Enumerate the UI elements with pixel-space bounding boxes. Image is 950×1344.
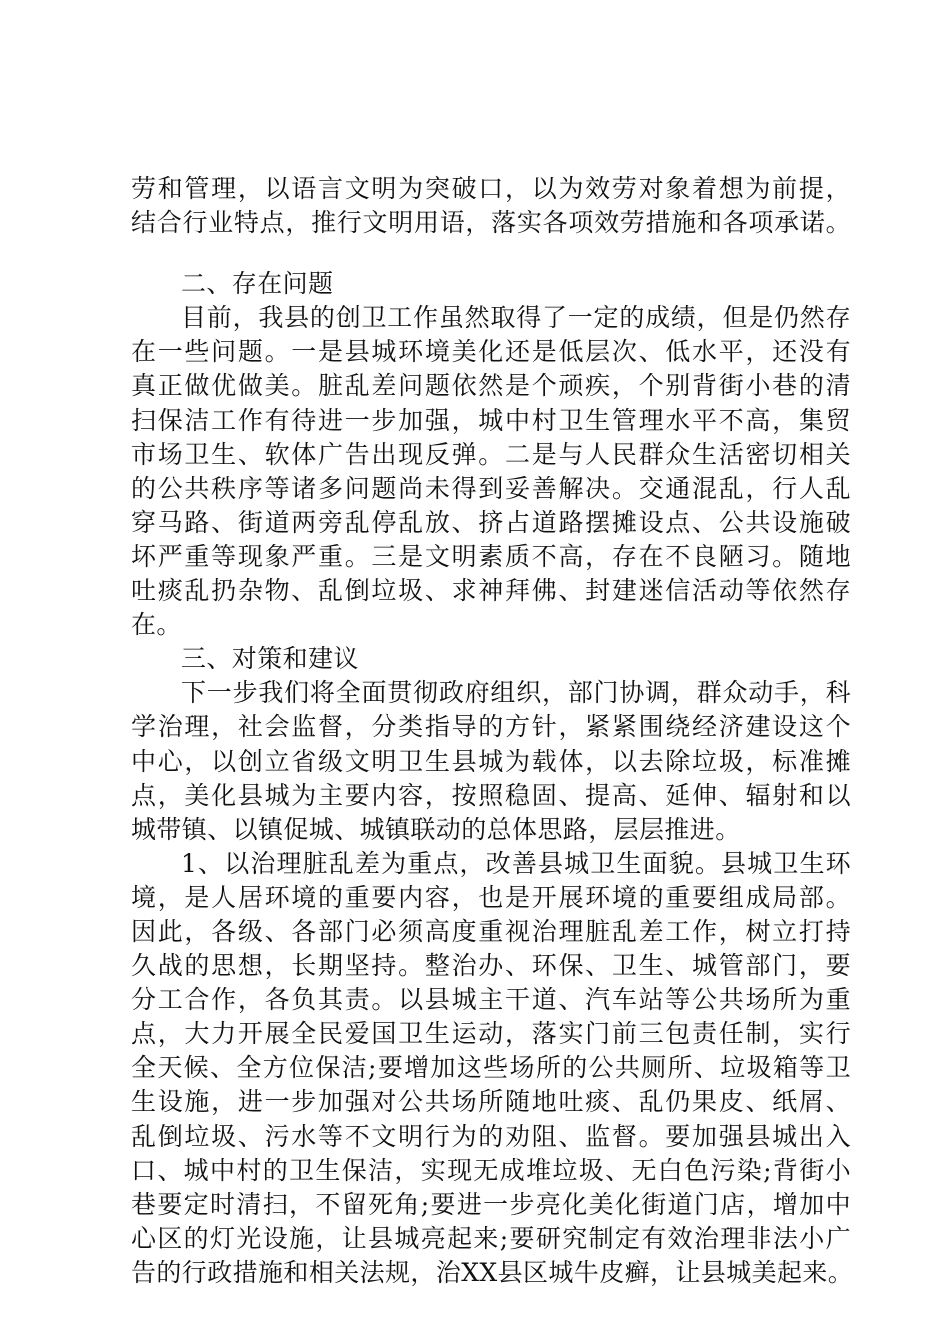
paragraph-line: 真正做优做美。脏乱差问题依然是个顽疾，个别背街小巷的清 [131, 371, 851, 401]
list-item-line: 境，是人居环境的重要内容，也是开展环境的重要组成局部。 [131, 882, 851, 912]
list-item-line: 乱倒垃圾、污水等不文明行为的劝阻、监督。要加强县城出入 [131, 1121, 851, 1151]
list-item-line: 告的行政措施和相关法规，治XX县区城牛皮癣，让县城美起来。 [131, 1257, 854, 1287]
paragraph-line: 在一些问题。一是县城环境美化还是低层次、低水平，还没有 [131, 337, 851, 367]
list-item-line: 口、城中村的卫生保洁，实现无成堆垃圾、无白色污染;背街小 [131, 1155, 851, 1185]
intro-line: 劳和管理，以语言文明为突破口，以为效劳对象着想为前提， [131, 174, 851, 203]
list-item-line: 巷要定时清扫，不留死角;要进一步亮化美化街道门店，增加中 [131, 1189, 851, 1219]
document-body [131, 172, 854, 1290]
list-item-line: 点，大力开展全民爱国卫生运动，落实门前三包责任制，实行 [131, 1019, 851, 1049]
paragraph-line: 穿马路、街道两旁乱停乱放、挤占道路摆摊设点、公共设施破 [131, 507, 851, 537]
paragraph-line: 在。 [131, 610, 182, 640]
paragraph-line: 目前，我县的创卫工作虽然取得了一定的成绩，但是仍然存 [181, 303, 851, 333]
paragraph-line: 坏严重等现象严重。三是文明素质不高，存在不良陋习。随地 [131, 541, 851, 571]
paragraph-gap [131, 240, 851, 267]
list-item-line: 全天候、全方位保洁;要增加这些场所的公共厕所、垃圾箱等卫 [131, 1053, 851, 1083]
paragraph-line: 吐痰乱扔杂物、乱倒垃圾、求神拜佛、封建迷信活动等依然存 [131, 576, 851, 606]
list-item-line: 久战的思想，长期坚持。整治办、环保、卫生、城管部门，要 [131, 951, 851, 981]
paragraph-line: 的公共秩序等诸多问题尚未得到妥善解决。交通混乱，行人乱 [131, 473, 851, 503]
paragraph-line: 学治理，社会监督，分类指导的方针，紧紧围绕经济建设这个 [131, 712, 851, 742]
paragraph-line: 点，美化县城为主要内容，按照稳固、提高、延伸、辐射和以 [131, 780, 851, 810]
paragraph-line: 市场卫生、软体广告出现反弹。二是与人民群众生活密切相关 [131, 439, 851, 469]
paragraph-line: 城带镇、以镇促城、城镇联动的总体思路，层层推进。 [131, 814, 741, 844]
section-heading-suggestions: 三、对策和建议 [181, 644, 359, 674]
section-heading-problems: 二、存在问题 [181, 269, 334, 299]
list-item-line: 分工合作，各负其责。以县城主干道、汽车站等公共场所为重 [131, 985, 851, 1015]
paragraph-line: 下一步我们将全面贯彻政府组织，部门协调，群众动手，科 [181, 678, 851, 708]
list-item-line: 生设施，进一步加强对公共场所随地吐痰、乱仍果皮、纸屑、 [131, 1087, 851, 1117]
list-item-line: 因此，各级、各部门必须高度重视治理脏乱差工作，树立打持 [131, 916, 851, 946]
paragraph-line: 扫保洁工作有待进一步加强，城中村卫生管理水平不高，集贸 [131, 405, 851, 435]
list-item-line: 心区的灯光设施，让县城亮起来;要研究制定有效治理非法小广 [131, 1223, 851, 1253]
list-item-line: 1、以治理脏乱差为重点，改善县城卫生面貌。县城卫生环 [181, 848, 851, 878]
intro-line: 结合行业特点，推行文明用语，落实各项效劳措施和各项承诺。 [131, 208, 851, 238]
paragraph-line: 中心，以创立省级文明卫生县城为载体，以去除垃圾，标准摊 [131, 746, 851, 776]
